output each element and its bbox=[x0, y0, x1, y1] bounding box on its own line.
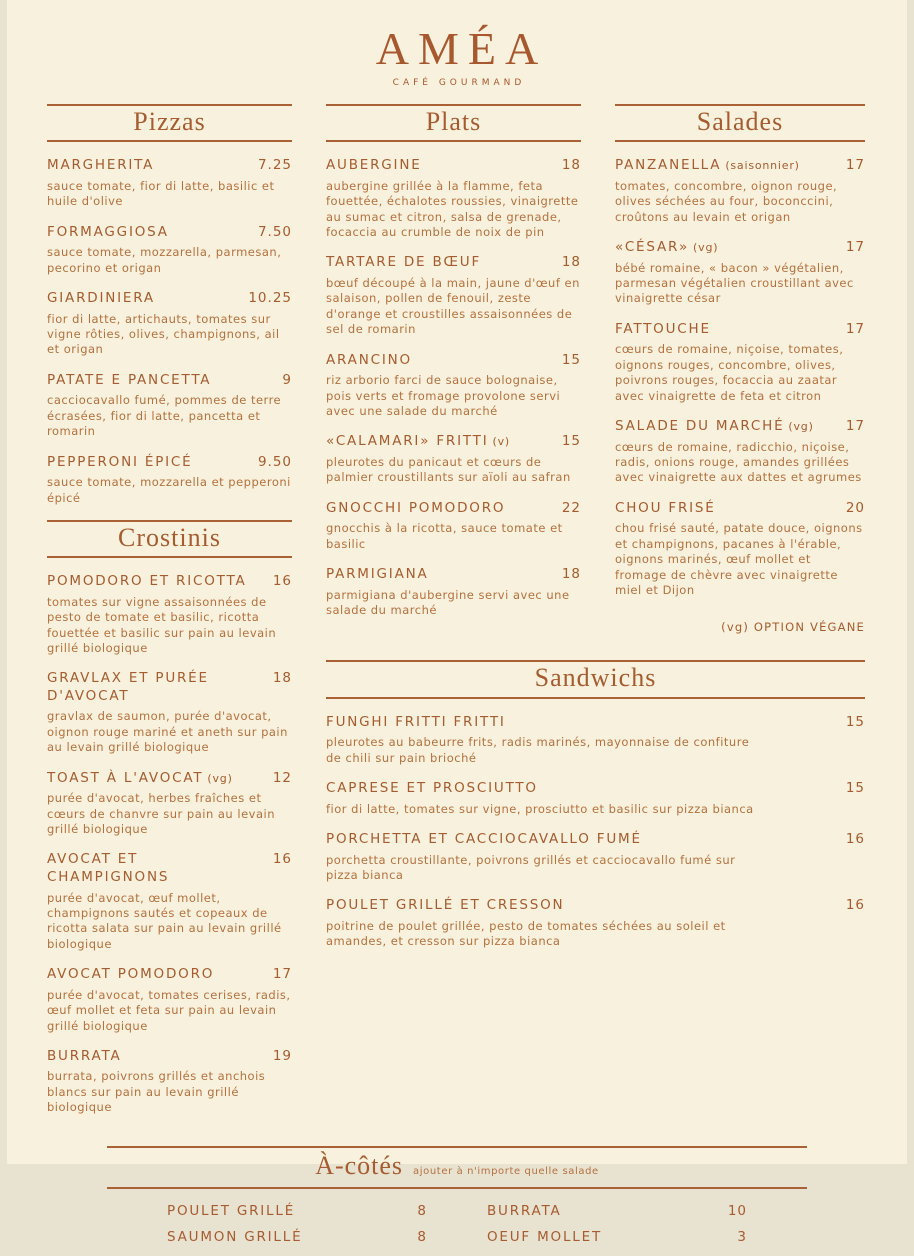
menu-item-name-text: FATTOUCHE bbox=[615, 320, 711, 337]
acotes-left-group bbox=[167, 1203, 427, 1256]
menu-item-price: 22 bbox=[561, 499, 581, 516]
section-salades-items bbox=[615, 142, 865, 598]
menu-item bbox=[326, 897, 865, 949]
menu-item-name-text: TARTARE DE BŒUF bbox=[326, 254, 482, 271]
menu-item-name-text: GNOCCHI POMODORO bbox=[326, 499, 506, 516]
menu-item-header bbox=[47, 1048, 292, 1066]
menu-item-description: purée d'avocat, œuf mollet, champignons sautés et copeaux de ricotta salata sur pain au levain grillé biologique bbox=[47, 890, 282, 951]
menu-item-price: 16 bbox=[845, 897, 865, 914]
menu-item-description: cœurs de romaine, radicchio, niçoise, radis, onions rouge, amandes grillées avec vinaigrette aux dattes et agrumes bbox=[615, 439, 862, 485]
menu-item-price: 7.50 bbox=[257, 223, 292, 240]
menu-item bbox=[47, 670, 292, 755]
menu-item-header bbox=[47, 670, 292, 705]
menu-item-price: 7.25 bbox=[257, 157, 292, 174]
menu-item-name bbox=[47, 157, 258, 175]
menu-item-header bbox=[47, 770, 292, 788]
menu-item-name bbox=[326, 254, 562, 272]
side-item-name: BURRATA bbox=[487, 1202, 562, 1219]
menu-item-description: tomates sur vigne assaisonnées de pesto de tomate et basilic, ricotta fouettée et basilic sur pain au levain grillé biologique bbox=[47, 594, 277, 655]
side-item-price: 8 bbox=[417, 1202, 427, 1219]
menu-item bbox=[47, 1048, 292, 1116]
menu-item-description: riz arborio farci de sauce bolognaise, pois verts et fromage provolone servi avec une salade du marché bbox=[326, 373, 561, 418]
menu-item-price: 17 bbox=[845, 157, 865, 174]
menu-item-name bbox=[615, 500, 846, 518]
menu-item-header bbox=[615, 239, 865, 257]
menu-item-price: 19 bbox=[272, 1047, 292, 1064]
menu-item-price: 18 bbox=[561, 254, 581, 271]
section-plats-header bbox=[326, 104, 581, 142]
menu-item-name bbox=[615, 157, 846, 175]
section-salades-title: Salades bbox=[696, 107, 784, 136]
menu-item-description: cœurs de romaine, niçoise, tomates, oignons rouges, concombre, olives, poivrons rouges, focaccia au zaatar avec vinaigrette de feta et citron bbox=[615, 342, 844, 403]
menu-item bbox=[47, 770, 292, 838]
menu-item-name-text: AVOCAT POMODORO bbox=[47, 966, 215, 983]
menu-item-name bbox=[47, 290, 248, 308]
brand-tagline: CAFÉ GOURMAND bbox=[392, 78, 526, 88]
side-item-price: 3 bbox=[737, 1229, 747, 1246]
menu-item bbox=[47, 573, 292, 656]
menu-item-description: tomates, concombre, oignon rouge, olives séchées au four, boconccini, croûtons au levain et origan bbox=[615, 178, 838, 224]
menu-item-header bbox=[47, 851, 292, 886]
menu-item bbox=[47, 290, 292, 358]
menu-item-name bbox=[326, 714, 846, 732]
menu-item-header bbox=[615, 157, 865, 175]
menu-item-price: 15 bbox=[845, 780, 865, 796]
menu-item-header bbox=[47, 157, 292, 175]
menu-item-description: pleurotes du panicaut et cœurs de palmier croustillants sur aïoli au safran bbox=[326, 454, 571, 485]
section-crostinis bbox=[47, 520, 292, 1116]
menu-item-name bbox=[326, 831, 846, 849]
menu-item-name bbox=[326, 566, 562, 584]
section-acotes bbox=[107, 1146, 807, 1256]
menu-item-description: poitrine de poulet grillée, pesto de tomates séchées au soleil et amandes, et cresson sur pizza bianca bbox=[326, 918, 726, 949]
menu-item bbox=[615, 321, 865, 404]
menu-item-price: 17 bbox=[845, 320, 865, 337]
menu-item-description: bœuf découpé à la main, jaune d'œuf en salaison, pollen de fenouil, zeste d'orange et croustilles assaisonnées de sel de romarin bbox=[326, 276, 580, 337]
menu-item bbox=[615, 418, 865, 486]
menu-item-name-text: «CALAMARI» FRITTI bbox=[326, 433, 489, 450]
menu-item-name-text: CAPRESE ET PROSCIUTTO bbox=[326, 780, 538, 796]
side-item-name: SAUMON GRILLÉ bbox=[167, 1229, 303, 1246]
menu-item-price: 18 bbox=[272, 670, 292, 687]
menu-item-name bbox=[47, 966, 273, 984]
menu-item-tag: (saisonnier) bbox=[725, 159, 800, 173]
menu-item-name-text: SALADE DU MARCHÉ bbox=[615, 418, 785, 434]
side-item bbox=[487, 1229, 747, 1247]
menu-item-price: 9 bbox=[282, 371, 292, 388]
section-salades-header bbox=[615, 104, 865, 142]
menu-item bbox=[615, 157, 865, 225]
menu-item-header bbox=[47, 573, 292, 591]
menu-item bbox=[615, 239, 865, 307]
menu-item-header bbox=[326, 352, 581, 370]
menu-item-tag: (vg) bbox=[693, 241, 719, 255]
menu-item-name bbox=[47, 670, 273, 705]
menu-item-price: 15 bbox=[845, 713, 865, 730]
menu-item-description: purée d'avocat, herbes fraîches et cœurs de chanvre sur pain au levain grillé biologique bbox=[47, 791, 275, 837]
section-acotes-header bbox=[107, 1146, 807, 1189]
menu-item-name-text: CHOU FRISÉ bbox=[615, 499, 716, 516]
menu-item-price: 17 bbox=[272, 966, 292, 983]
menu-item-name bbox=[326, 352, 562, 370]
row-plats-salades bbox=[326, 104, 865, 634]
menu-item-tag: (v) bbox=[492, 435, 511, 449]
menu-item-name bbox=[326, 500, 562, 518]
menu-item-header bbox=[326, 897, 865, 915]
section-crostinis-title: Crostinis bbox=[118, 522, 221, 552]
menu-item bbox=[47, 966, 292, 1034]
menu-item-header bbox=[615, 321, 865, 339]
menu-item-name-text: MARGHERITA bbox=[47, 157, 155, 174]
menu-item-description: porchetta croustillante, poivrons grillés et cacciocavallo fumé sur pizza bianca bbox=[326, 852, 736, 882]
menu-item-price: 17 bbox=[845, 418, 865, 434]
menu-item-name-text: PORCHETTA ET CACCIOCAVALLO FUMÉ bbox=[326, 830, 642, 847]
menu-item-description: fior di latte, tomates sur vigne, prosciutto et basilic sur pizza bianca bbox=[326, 801, 754, 816]
menu-item-name bbox=[326, 157, 562, 175]
menu-item-price: 16 bbox=[272, 573, 292, 590]
menu-item-price: 16 bbox=[845, 830, 865, 847]
section-plats-items bbox=[326, 142, 581, 618]
menu-item bbox=[326, 352, 581, 420]
menu-item-header bbox=[326, 500, 581, 518]
brand-name: AMÉA bbox=[375, 23, 548, 74]
menu-item-name bbox=[47, 372, 282, 390]
section-pizzas-items bbox=[47, 142, 292, 506]
menu-item-price: 12 bbox=[272, 769, 292, 786]
menu-item-description: burrata, poivrons grillés et anchois blancs sur pain au levain grillé biologique bbox=[47, 1069, 266, 1115]
menu-item-name-text: POULET GRILLÉ ET CRESSON bbox=[326, 897, 565, 914]
menu-item-name-text: GIARDINIERA bbox=[47, 290, 155, 307]
brand-logo bbox=[7, 0, 907, 88]
menu-item-name-text: AVOCAT ET CHAMPIGNONS bbox=[47, 851, 170, 885]
menu-item-header bbox=[326, 566, 581, 584]
menu-item bbox=[326, 157, 581, 240]
menu-item bbox=[326, 714, 865, 766]
menu-item-header bbox=[326, 780, 865, 798]
section-salades bbox=[615, 104, 865, 634]
menu-item-tag: (vg) bbox=[788, 420, 814, 433]
menu-item-header bbox=[47, 372, 292, 390]
menu-item-description: fior di latte, artichauts, tomates sur vigne rôties, olives, champignons, ail et origan bbox=[47, 311, 280, 357]
menu-item-name bbox=[47, 224, 258, 242]
menu-item-name bbox=[47, 1048, 273, 1066]
menu-item-description: parmigiana d'aubergine servi avec une salade du marché bbox=[326, 587, 570, 618]
menu-item bbox=[326, 500, 581, 552]
menu-item-price: 9.50 bbox=[257, 453, 292, 470]
side-item bbox=[167, 1203, 427, 1221]
menu-item-description: purée d'avocat, tomates cerises, radis, œuf mollet et feta sur pain au levain grillé biologique bbox=[47, 987, 291, 1033]
menu-item-name bbox=[615, 239, 846, 257]
menu-item-description: pleurotes au babeurre frits, radis marinés, mayonnaise de confiture de chili sur pain brioché bbox=[326, 735, 750, 765]
section-acotes-title: À-côtés bbox=[315, 1150, 404, 1180]
menu-item-description: gravlax de saumon, purée d'avocat, oignon rouge mariné et aneth sur pain au levain grillé biologique bbox=[47, 709, 288, 755]
menu-item bbox=[326, 566, 581, 618]
menu-item-description: sauce tomate, mozzarella, parmesan, pecorino et origan bbox=[47, 245, 282, 275]
menu-item-header bbox=[47, 454, 292, 472]
menu-item-price: 18 bbox=[561, 157, 581, 174]
menu-item bbox=[326, 780, 865, 817]
menu-item-name-text: ARANCINO bbox=[326, 351, 412, 368]
menu-item-name bbox=[47, 851, 273, 886]
side-item bbox=[487, 1203, 747, 1221]
side-item-name: OEUF MOLLET bbox=[487, 1229, 602, 1246]
column-left bbox=[47, 104, 292, 1130]
menu-item-name bbox=[326, 897, 846, 915]
section-acotes-subtitle: ajouter à n'importe quelle salade bbox=[413, 1165, 599, 1177]
section-crostinis-header bbox=[47, 520, 292, 558]
menu-item-name bbox=[326, 433, 562, 451]
menu-item-description: aubergine grillée à la flamme, feta fouettée, échalotes roussies, vinaigrette au sumac et citron, salsa de grenade, focaccia au crumble de noix de pin bbox=[326, 178, 579, 240]
menu-item-price: 15 bbox=[561, 433, 581, 450]
menu-item-name-text: PARMIGIANA bbox=[326, 566, 429, 583]
menu-item-header bbox=[326, 254, 581, 272]
menu-item-name-text: BURRATA bbox=[47, 1047, 122, 1064]
section-acotes-items bbox=[107, 1203, 807, 1256]
menu-item-name-text: FORMAGGIOSA bbox=[47, 223, 169, 240]
menu-item bbox=[47, 157, 292, 209]
menu-item-price: 16 bbox=[272, 851, 292, 868]
section-sandwichs-items bbox=[326, 699, 865, 950]
menu-item-description: gnocchis à la ricotta, sauce tomate et basilic bbox=[326, 521, 563, 551]
menu-item-tag: (vg) bbox=[207, 771, 233, 785]
menu-item-name-text: POMODORO ET RICOTTA bbox=[47, 573, 247, 590]
menu-item bbox=[47, 454, 292, 506]
menu-item-name bbox=[47, 770, 273, 788]
menu-item-header bbox=[326, 714, 865, 732]
section-sandwichs-header bbox=[326, 660, 865, 698]
menu-item-header bbox=[615, 418, 865, 436]
menu-item-description: bébé romaine, « bacon » végétalien, parmesan végétalien croustillant avec vinaigrette césar bbox=[615, 260, 854, 306]
menu-item-header bbox=[326, 433, 581, 451]
side-item-price: 10 bbox=[727, 1202, 747, 1219]
menu-item-header bbox=[615, 500, 865, 518]
menu-item-header bbox=[47, 290, 292, 308]
menu-item-header bbox=[47, 224, 292, 242]
acotes-right-group bbox=[487, 1203, 747, 1256]
menu-item bbox=[47, 851, 292, 952]
side-item-name: POULET GRILLÉ bbox=[167, 1202, 296, 1219]
section-pizzas-header bbox=[47, 104, 292, 142]
menu-item-header bbox=[326, 157, 581, 175]
section-plats bbox=[326, 104, 581, 634]
menu-item-name bbox=[615, 321, 846, 339]
menu-item-header bbox=[326, 831, 865, 849]
section-pizzas-title: Pizzas bbox=[133, 107, 206, 136]
menu-item-name-text: PEPPERONI ÉPICÉ bbox=[47, 453, 193, 470]
menu-item bbox=[615, 500, 865, 599]
menu-item bbox=[326, 254, 581, 337]
menu-item bbox=[47, 372, 292, 440]
side-item bbox=[167, 1229, 427, 1247]
menu-item-price: 15 bbox=[561, 351, 581, 368]
menu-item bbox=[47, 224, 292, 276]
menu-item-name-text: PANZANELLA bbox=[615, 157, 722, 174]
menu-columns bbox=[7, 88, 907, 1130]
menu-item-name bbox=[47, 573, 273, 591]
menu-item-header bbox=[47, 966, 292, 984]
menu-page bbox=[7, 0, 907, 1246]
menu-item-name-text: FUNGHI FRITTI FRITTI bbox=[326, 713, 506, 730]
menu-item bbox=[326, 433, 581, 485]
menu-item-name bbox=[615, 418, 846, 436]
vegan-option-note: (vg) OPTION VÉGANE bbox=[721, 620, 865, 635]
menu-item-name-text: AUBERGINE bbox=[326, 157, 422, 174]
menu-item-price: 17 bbox=[845, 239, 865, 256]
menu-item-description: chou frisé sauté, patate douce, oignons et champignons, pacanes à l'érable, oignons marinés, œuf mollet et fromage de chèvre avec vinaigrette miel et Dijon bbox=[615, 521, 863, 597]
menu-item-price: 18 bbox=[561, 566, 581, 583]
column-right-wrap bbox=[326, 104, 865, 1130]
section-pizzas bbox=[47, 104, 292, 506]
side-item-price: 8 bbox=[417, 1229, 427, 1246]
menu-item-name bbox=[326, 780, 846, 798]
menu-item-name-text: PATATE E PANCETTA bbox=[47, 371, 212, 388]
menu-item-name-text: TOAST À L'AVOCAT bbox=[47, 769, 204, 786]
menu-item-description: cacciocavallo fumé, pommes de terre écrasées, fior di latte, pancetta et romarin bbox=[47, 393, 282, 439]
section-crostinis-items bbox=[47, 558, 292, 1116]
menu-item-name-text: «CÉSAR» bbox=[615, 239, 690, 256]
menu-item bbox=[326, 831, 865, 883]
menu-item-price: 20 bbox=[845, 499, 865, 516]
section-sandwichs bbox=[326, 660, 865, 963]
section-plats-title: Plats bbox=[425, 107, 482, 136]
menu-item-price: 10.25 bbox=[248, 290, 292, 307]
menu-item-name bbox=[47, 454, 258, 472]
menu-item-name-text: GRAVLAX ET PURÉE D'AVOCAT bbox=[47, 670, 209, 704]
section-sandwichs-title: Sandwichs bbox=[534, 663, 657, 693]
menu-item-description: sauce tomate, fior di latte, basilic et huile d'olive bbox=[47, 178, 275, 209]
menu-item-description: sauce tomate, mozzarella et pepperoni épicé bbox=[47, 475, 291, 505]
